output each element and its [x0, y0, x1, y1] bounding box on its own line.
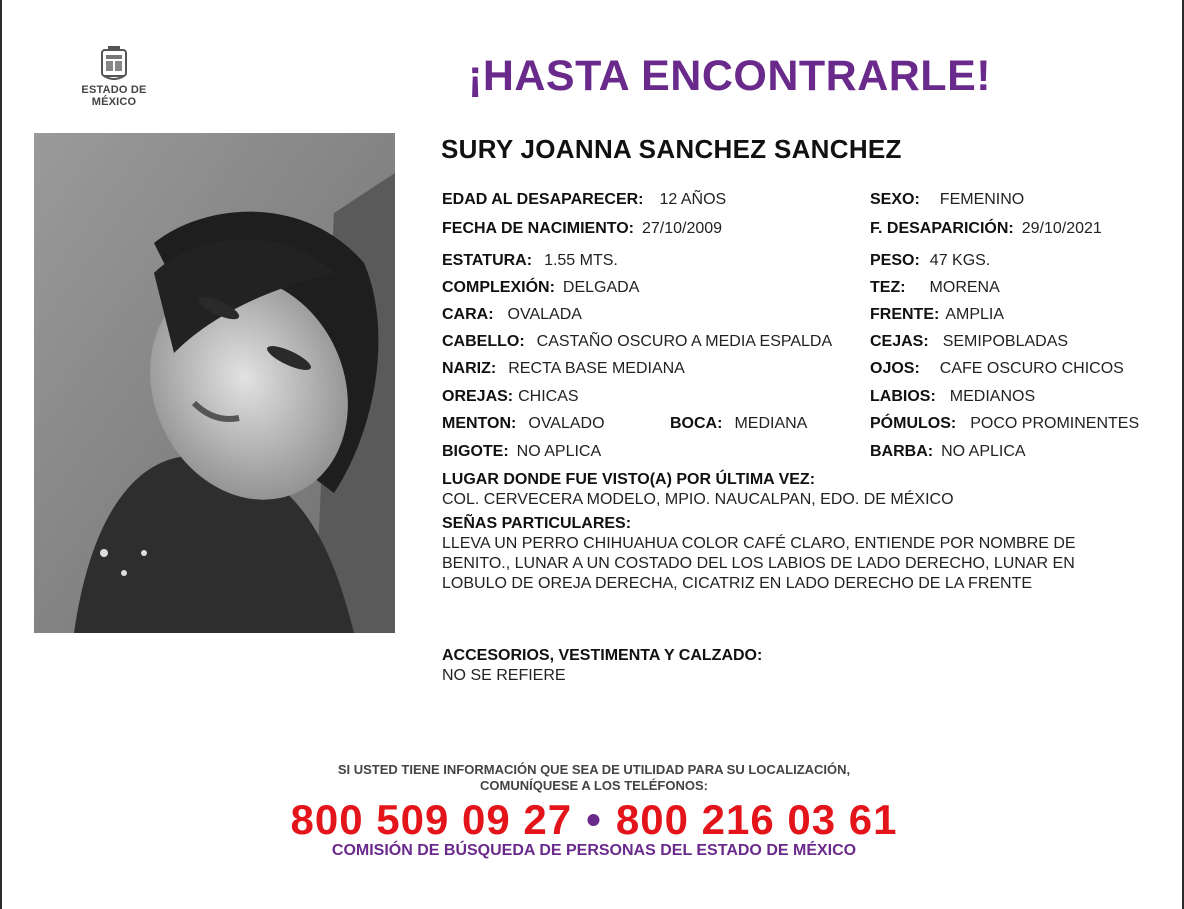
phone-separator: •	[586, 796, 602, 843]
field-label: BOCA:	[670, 415, 723, 432]
commission-name: COMISIÓN DE BÚSQUEDA DE PERSONAS DEL ESTADO DE MÉXICO	[331, 842, 857, 859]
field-label: MENTON:	[442, 415, 517, 432]
field-nacimiento	[442, 219, 722, 239]
field-value: MEDIANA	[734, 415, 808, 432]
particular-marks-label: SEÑAS PARTICULARES:	[442, 515, 632, 532]
accessories-label: ACCESORIOS, VESTIMENTA Y CALZADO:	[442, 647, 763, 664]
field-cejas	[870, 332, 1068, 352]
field-value: 29/10/2021	[1021, 220, 1102, 237]
field-label: CABELLO:	[442, 333, 525, 350]
phone-1[interactable]: 800 509 09 27	[290, 796, 573, 843]
last-seen-label: LUGAR DONDE FUE VISTO(A) POR ÚLTIMA VEZ:	[442, 471, 816, 488]
field-label: ESTATURA:	[442, 252, 533, 269]
footer-info-line-1: SI USTED TIENE INFORMACIÓN QUE SEA DE UTILIDAD PARA SU LOCALIZACIÓN,	[337, 762, 851, 777]
field-value: FEMENINO	[939, 191, 1025, 208]
field-value: SEMIPOBLADAS	[942, 333, 1069, 350]
field-desaparicion	[870, 219, 1102, 239]
field-label: BIGOTE:	[442, 443, 509, 460]
field-tez	[870, 278, 1000, 298]
estado-de-mexico-logo	[58, 46, 170, 108]
field-menton	[442, 414, 605, 434]
field-value: AMPLIA	[945, 306, 1005, 323]
field-label: FRENTE:	[870, 306, 940, 323]
field-label: TEZ:	[870, 279, 906, 296]
field-label: CARA:	[442, 306, 494, 323]
field-labios	[870, 387, 1035, 407]
field-cara	[442, 305, 582, 325]
missing-person-photo	[34, 133, 395, 633]
particular-marks-value: LLEVA UN PERRO CHIHUAHUA COLOR CAFÉ CLARO, ENTIENDE POR NOMBRE DE BENITO., LUNAR A UN COSTADO DEL LOS LABIOS DE LADO DERECHO, LUNAR EN LOBULO DE OREJA DERECHA, CICATRIZ EN LADO DERECHO DE LA FRENTE	[442, 535, 1076, 592]
last-seen-section	[442, 470, 1122, 510]
field-label: PESO:	[870, 252, 920, 269]
field-label: OJOS:	[870, 360, 920, 377]
field-value: DELGADA	[562, 279, 640, 296]
field-value: 27/10/2009	[642, 220, 723, 237]
headline: ¡HASTA ENCONTRARLE!	[468, 52, 992, 100]
field-edad	[442, 190, 726, 210]
field-estatura	[442, 251, 618, 271]
field-label: LABIOS:	[870, 388, 936, 405]
field-value: MEDIANOS	[949, 388, 1036, 405]
field-bigote	[442, 442, 601, 462]
coat-of-arms-icon	[99, 46, 129, 80]
field-value: RECTA BASE MEDIANA	[508, 360, 685, 377]
logo-text: ESTADO DE MÉXICO	[81, 84, 147, 108]
field-value: MORENA	[929, 279, 1000, 296]
field-label: OREJAS:	[442, 388, 514, 405]
accessories-value: NO SE REFIERE	[442, 667, 566, 684]
field-value: OVALADA	[507, 306, 582, 323]
phone-2[interactable]: 800 216 03 61	[615, 796, 898, 843]
field-label: EDAD AL DESAPARECER:	[442, 191, 644, 208]
field-value: POCO PROMINENTES	[970, 415, 1140, 432]
field-boca	[670, 414, 807, 434]
field-value: CAFE OSCURO CHICOS	[939, 360, 1124, 377]
field-label: FECHA DE NACIMIENTO:	[442, 220, 634, 237]
footer-info-line-2: COMUNÍQUESE A LOS TELÉFONOS:	[480, 778, 708, 793]
field-value: 47 KGS.	[929, 252, 991, 269]
field-barba	[870, 442, 1026, 462]
field-cabello	[442, 332, 832, 352]
field-orejas	[442, 387, 579, 407]
field-value: NO APLICA	[941, 443, 1026, 460]
field-value: 12 AÑOS	[659, 191, 727, 208]
field-complexion	[442, 278, 639, 298]
field-label: NARIZ:	[442, 360, 497, 377]
field-nariz	[442, 359, 685, 379]
field-value: NO APLICA	[516, 443, 602, 460]
phone-numbers	[2, 796, 1184, 844]
person-name: SURY JOANNA SANCHEZ SANCHEZ	[441, 134, 902, 164]
field-value: 1.55 MTS.	[544, 252, 618, 269]
field-label: CEJAS:	[870, 333, 929, 350]
field-peso	[870, 251, 990, 271]
field-ojos	[870, 359, 1124, 379]
field-pomulos	[870, 414, 1139, 434]
field-value: CASTAÑO OSCURO A MEDIA ESPALDA	[536, 333, 833, 350]
field-label: COMPLEXIÓN:	[442, 279, 555, 296]
field-label: F. DESAPARICIÓN:	[870, 220, 1014, 237]
field-label: SEXO:	[870, 191, 920, 208]
last-seen-value: COL. CERVECERA MODELO, MPIO. NAUCALPAN, EDO. DE MÉXICO	[442, 491, 954, 508]
field-value: OVALADO	[528, 415, 605, 432]
particular-marks-section	[442, 514, 1122, 594]
field-value: CHICAS	[518, 388, 579, 405]
field-sexo	[870, 190, 1024, 210]
accessories-section	[442, 646, 1122, 686]
field-frente	[870, 305, 1004, 325]
field-label: PÓMULOS:	[870, 415, 957, 432]
field-label: BARBA:	[870, 443, 934, 460]
